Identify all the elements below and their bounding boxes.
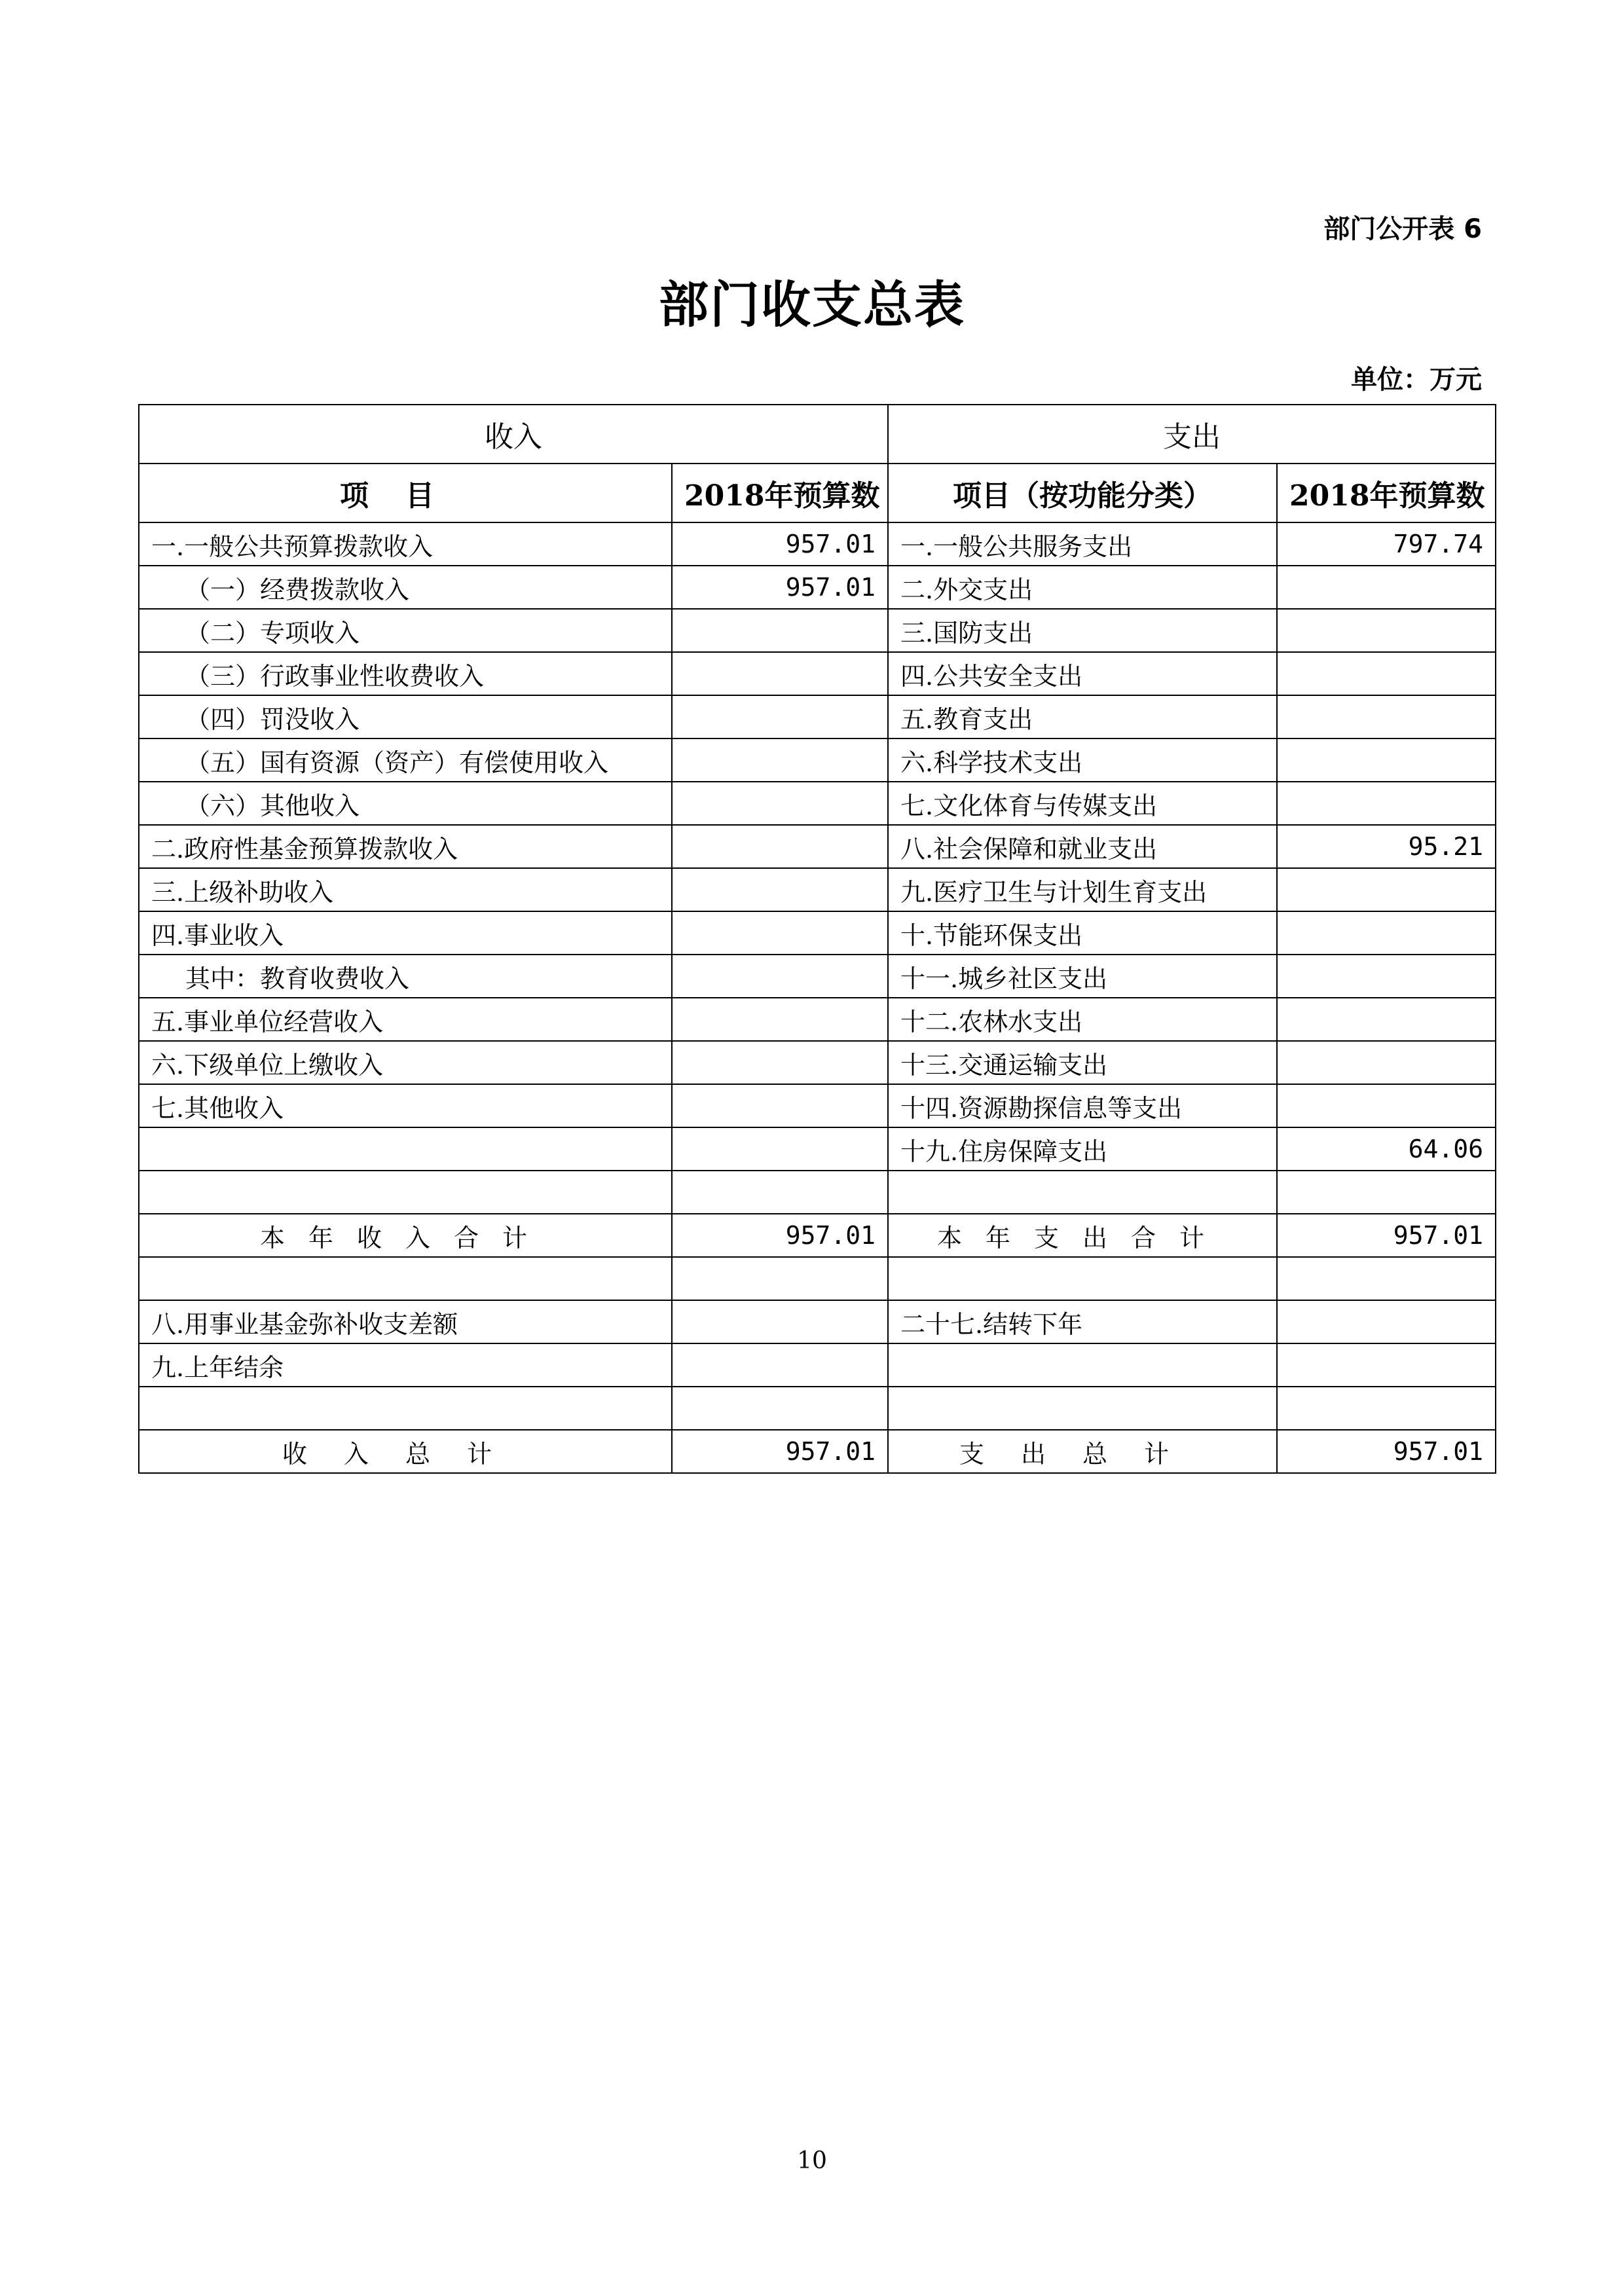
- table-row: [139, 738, 1496, 782]
- page-title: 部门收支总表: [659, 276, 965, 334]
- expense-item-cell: 十.节能环保支出: [888, 911, 1277, 955]
- income-item-cell: [139, 1257, 672, 1300]
- income-value-cell: [672, 1257, 888, 1300]
- income-header: 收入: [139, 405, 888, 464]
- expense-item-cell: 八.社会保障和就业支出: [888, 825, 1277, 868]
- income-value-cell: [672, 955, 888, 998]
- income-item-cell: （五）国有资源（资产）有偿使用收入: [139, 738, 672, 782]
- income-value-cell: [672, 1343, 888, 1387]
- income-item-cell: （四）罚没收入: [139, 695, 672, 738]
- income-item-cell: 六.下级单位上缴收入: [139, 1041, 672, 1084]
- income-item-cell: 七.其他收入: [139, 1084, 672, 1127]
- expense-budget-column-header: 2018年预算数: [1277, 464, 1496, 522]
- table-row: [139, 1257, 1496, 1300]
- budget-summary-table: [138, 404, 1496, 1474]
- table-row: [139, 955, 1496, 998]
- income-value-cell: [672, 738, 888, 782]
- expense-item-cell: 三.国防支出: [888, 609, 1277, 652]
- expense-item-cell: 一.一般公共服务支出: [888, 522, 1277, 566]
- table-row: [139, 868, 1496, 911]
- expense-value-cell: [1277, 1300, 1496, 1343]
- income-value-cell: [672, 652, 888, 695]
- table-row: [139, 1041, 1496, 1084]
- expense-value-cell: 797.74: [1277, 522, 1496, 566]
- expense-item-cell: [888, 1257, 1277, 1300]
- grand-total-row: [139, 1430, 1496, 1473]
- expense-item-cell: [888, 1171, 1277, 1214]
- expense-value-cell: [1277, 1041, 1496, 1084]
- income-item-cell: （六）其他收入: [139, 782, 672, 825]
- expense-item-cell: 十四.资源勘探信息等支出: [888, 1084, 1277, 1127]
- expense-value-cell: [1277, 868, 1496, 911]
- income-value-cell: [672, 1041, 888, 1084]
- expense-item-cell: 六.科学技术支出: [888, 738, 1277, 782]
- year-total-row: [139, 1214, 1496, 1257]
- income-item-cell: 一.一般公共预算拨款收入: [139, 522, 672, 566]
- unit-label: 单位：万元: [1351, 365, 1482, 395]
- column-header-row: [139, 464, 1496, 522]
- income-value-cell: [672, 1387, 888, 1430]
- expense-value-cell: [1277, 1257, 1496, 1300]
- income-value-cell: 957.01: [672, 1430, 888, 1473]
- income-value-cell: 957.01: [672, 522, 888, 566]
- expense-item-cell: 十三.交通运输支出: [888, 1041, 1277, 1084]
- expense-value-cell: [1277, 955, 1496, 998]
- expense-value-cell: 95.21: [1277, 825, 1496, 868]
- table-row: [139, 1171, 1496, 1214]
- income-item-cell: [139, 1387, 672, 1430]
- expense-value-cell: [1277, 695, 1496, 738]
- table-row: [139, 825, 1496, 868]
- expense-value-cell: [1277, 609, 1496, 652]
- income-item-cell: [139, 1127, 672, 1171]
- expense-value-cell: [1277, 1171, 1496, 1214]
- table-label: 部门公开表 6: [1323, 214, 1482, 244]
- expense-value-cell: [1277, 998, 1496, 1041]
- table-header-row: [139, 405, 1496, 464]
- expense-value-cell: 957.01: [1277, 1214, 1496, 1257]
- income-item-cell: 三.上级补助收入: [139, 868, 672, 911]
- expense-value-cell: [1277, 782, 1496, 825]
- income-item-column-header: 项目: [139, 464, 672, 522]
- income-value-cell: 957.01: [672, 1214, 888, 1257]
- page-number: 10: [797, 2147, 827, 2174]
- table-row: [139, 652, 1496, 695]
- income-item-cell: （二）专项收入: [139, 609, 672, 652]
- expense-item-cell: 五.教育支出: [888, 695, 1277, 738]
- expense-item-cell: 十一.城乡社区支出: [888, 955, 1277, 998]
- income-item-cell: 八.用事业基金弥补收支差额: [139, 1300, 672, 1343]
- expense-value-cell: [1277, 911, 1496, 955]
- income-value-cell: [672, 911, 888, 955]
- expense-value-cell: 957.01: [1277, 1430, 1496, 1473]
- expense-item-cell: 十九.住房保障支出: [888, 1127, 1277, 1171]
- income-item-cell: 九.上年结余: [139, 1343, 672, 1387]
- income-item-cell: （一）经费拨款收入: [139, 566, 672, 609]
- income-value-cell: [672, 998, 888, 1041]
- income-value-cell: [672, 868, 888, 911]
- table-row: [139, 1387, 1496, 1430]
- income-item-cell: 收入总计: [139, 1430, 672, 1473]
- income-item-cell: 四.事业收入: [139, 911, 672, 955]
- expense-item-cell: 十二.农林水支出: [888, 998, 1277, 1041]
- expense-value-cell: [1277, 1387, 1496, 1430]
- expense-item-column-header: 项目（按功能分类）: [888, 464, 1277, 522]
- expense-item-cell: 七.文化体育与传媒支出: [888, 782, 1277, 825]
- expense-header: 支出: [888, 405, 1496, 464]
- income-item-cell: （三）行政事业性收费收入: [139, 652, 672, 695]
- expense-value-cell: 64.06: [1277, 1127, 1496, 1171]
- table-row: [139, 566, 1496, 609]
- table-row: [139, 1343, 1496, 1387]
- expense-item-cell: 二十七.结转下年: [888, 1300, 1277, 1343]
- expense-item-cell: 支出总计: [888, 1430, 1277, 1473]
- expense-item-cell: 二.外交支出: [888, 566, 1277, 609]
- expense-value-cell: [1277, 1084, 1496, 1127]
- expense-item-cell: 九.医疗卫生与计划生育支出: [888, 868, 1277, 911]
- income-value-cell: [672, 825, 888, 868]
- income-value-cell: [672, 1300, 888, 1343]
- income-value-cell: [672, 1084, 888, 1127]
- expense-value-cell: [1277, 738, 1496, 782]
- table-row: [139, 998, 1496, 1041]
- expense-item-cell: 本年支出合计: [888, 1214, 1277, 1257]
- table-row: [139, 695, 1496, 738]
- table-row: [139, 1127, 1496, 1171]
- expense-item-cell: [888, 1387, 1277, 1430]
- income-value-cell: [672, 609, 888, 652]
- expense-value-cell: [1277, 1343, 1496, 1387]
- income-value-cell: 957.01: [672, 566, 888, 609]
- income-value-cell: [672, 695, 888, 738]
- income-item-cell: 其中：教育收费收入: [139, 955, 672, 998]
- table-row: [139, 911, 1496, 955]
- table-row: [139, 522, 1496, 566]
- income-item-cell: 五.事业单位经营收入: [139, 998, 672, 1041]
- income-value-cell: [672, 1127, 888, 1171]
- expense-value-cell: [1277, 652, 1496, 695]
- expense-item-cell: [888, 1343, 1277, 1387]
- expense-item-cell: 四.公共安全支出: [888, 652, 1277, 695]
- table-row: [139, 782, 1496, 825]
- income-value-cell: [672, 782, 888, 825]
- table-row: [139, 1300, 1496, 1343]
- income-item-cell: [139, 1171, 672, 1214]
- income-item-cell: 二.政府性基金预算拨款收入: [139, 825, 672, 868]
- table-row: [139, 609, 1496, 652]
- table-row: [139, 1084, 1496, 1127]
- expense-value-cell: [1277, 566, 1496, 609]
- income-value-cell: [672, 1171, 888, 1214]
- income-item-cell: 本年收入合计: [139, 1214, 672, 1257]
- income-budget-column-header: 2018年预算数: [672, 464, 888, 522]
